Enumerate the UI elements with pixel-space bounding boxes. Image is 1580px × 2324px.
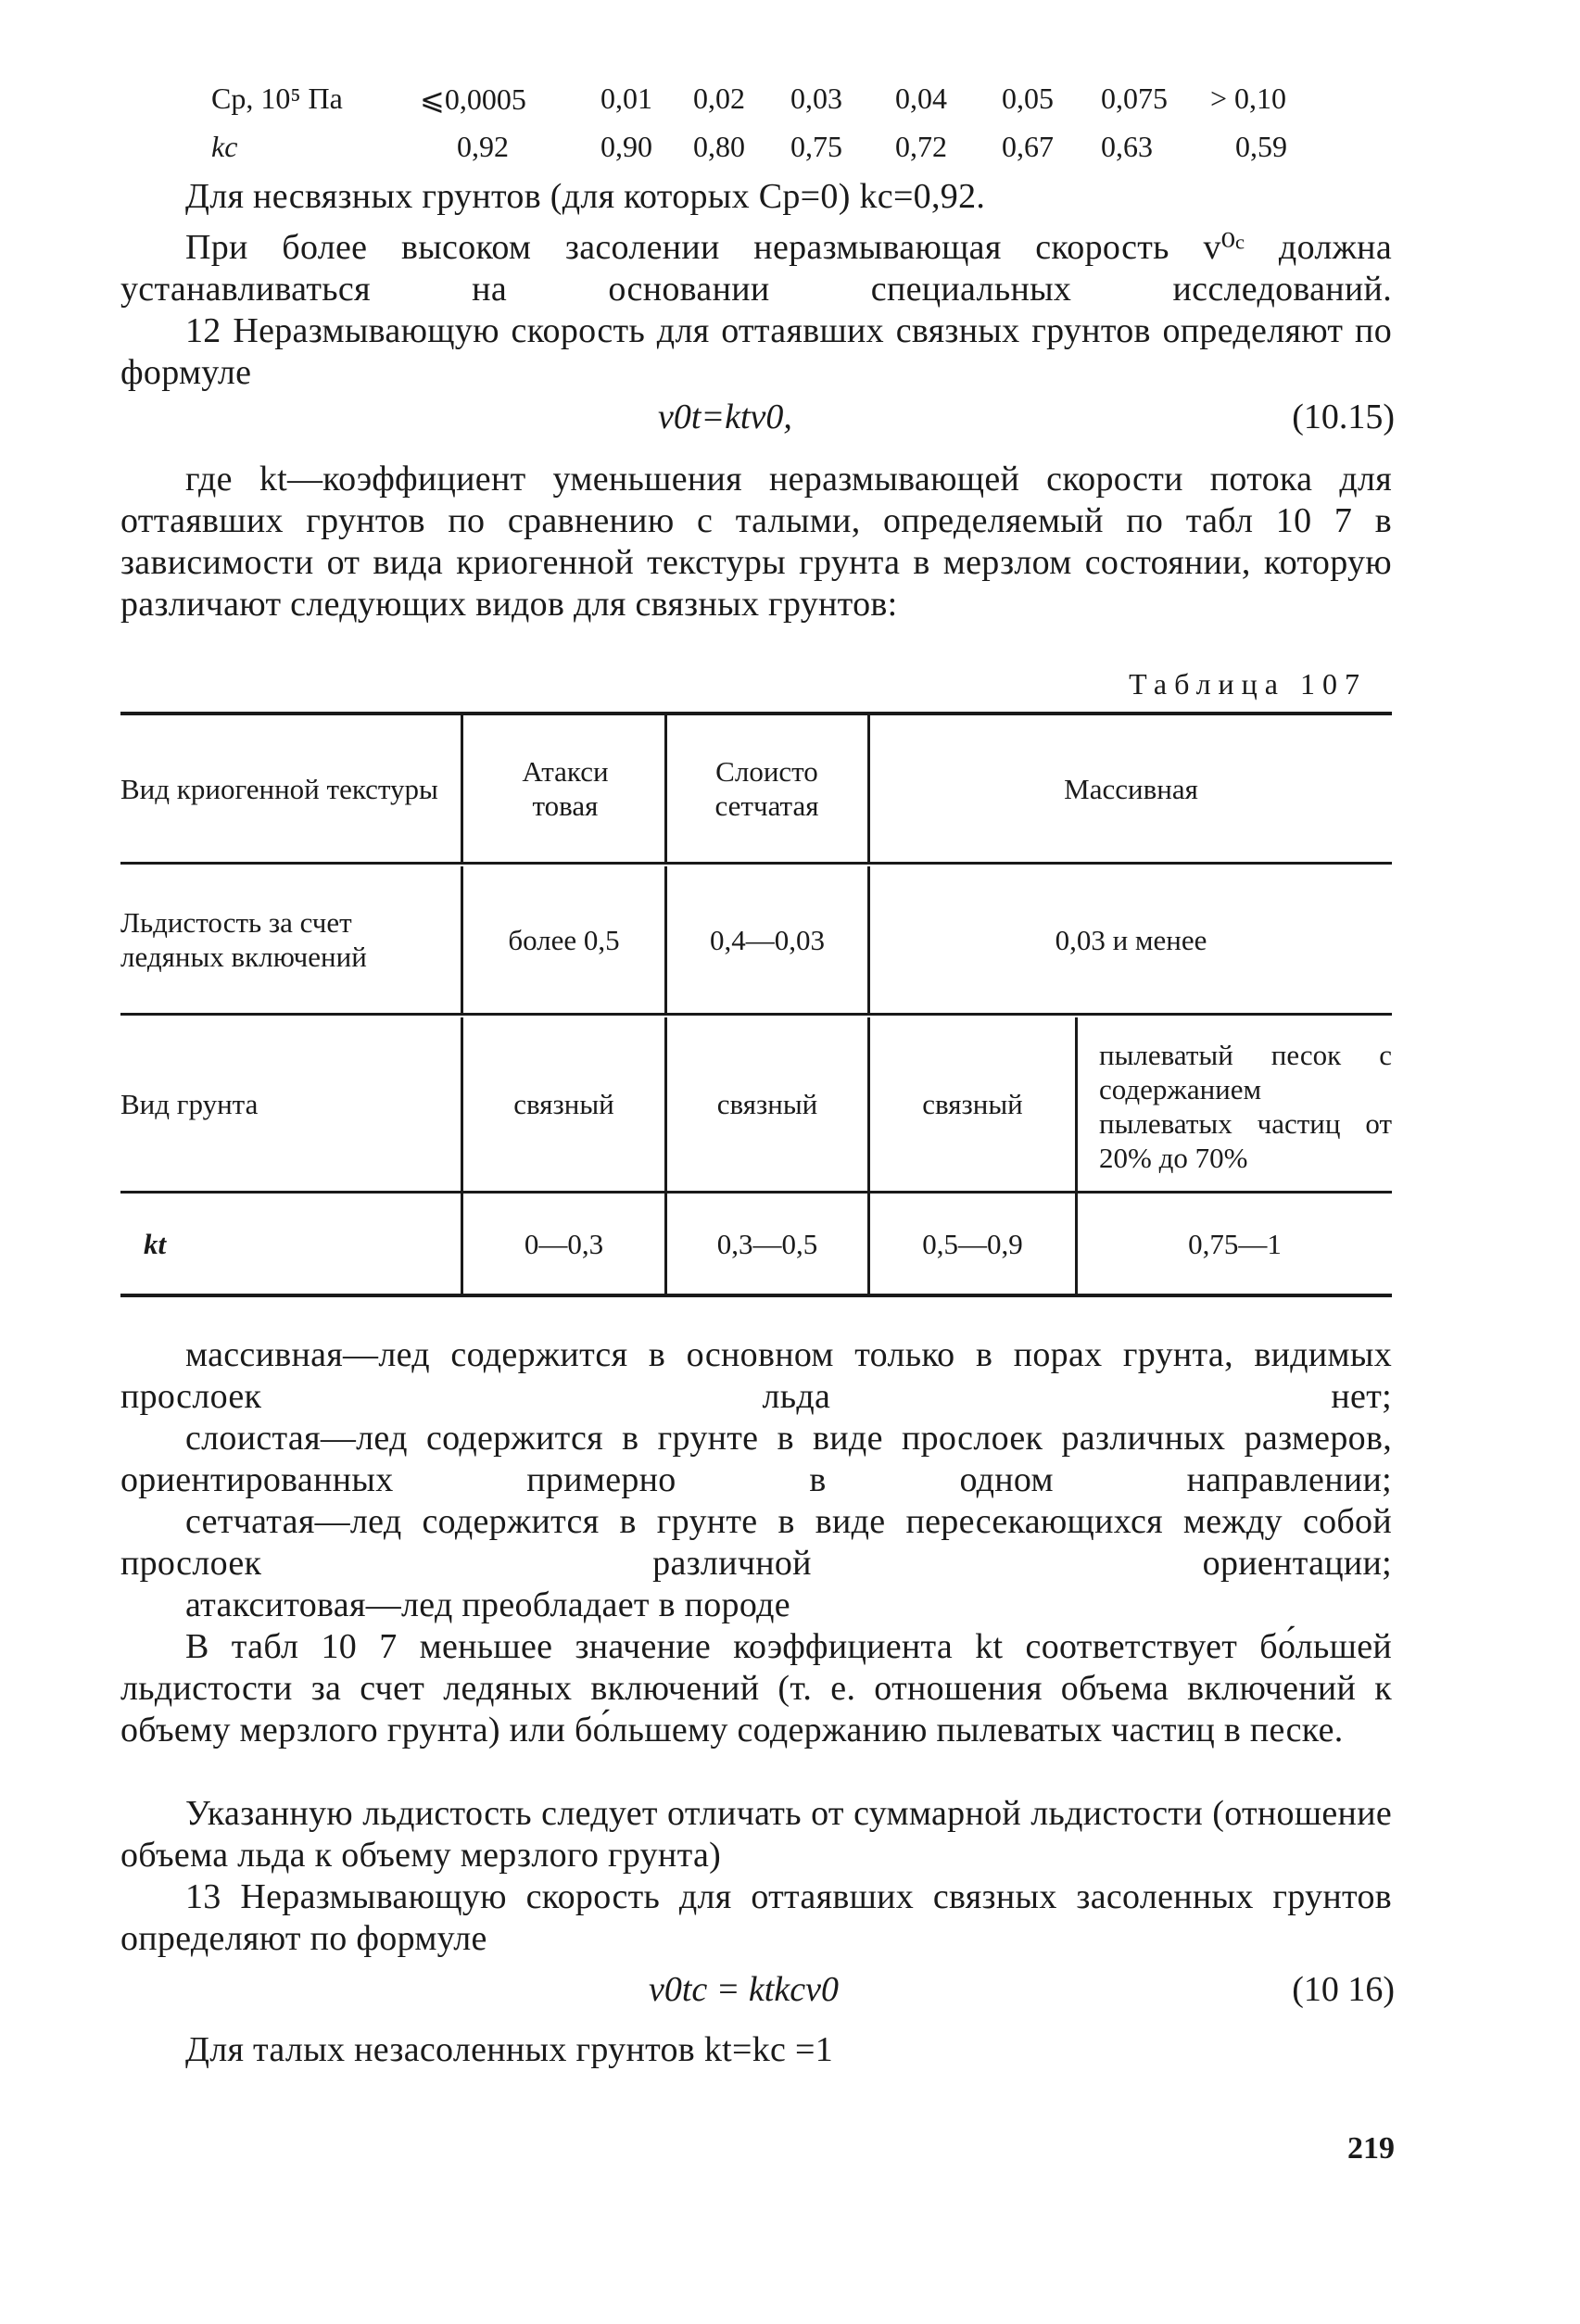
table-cell: связный xyxy=(716,1088,818,1120)
table-vrule xyxy=(664,715,667,862)
cp-value: 0,02 xyxy=(693,82,745,115)
table-vrule xyxy=(461,715,463,862)
page-number: 219 xyxy=(1347,2131,1395,2166)
cp-value: ⩽0,0005 xyxy=(420,82,526,116)
table-cell: 0,5—0,9 xyxy=(922,1227,1023,1260)
table-vrule xyxy=(1075,1017,1078,1191)
paragraph: Указанную льдистость следует отличать от суммарной льдистости (отношение объема льда к объему мерзлого грунта) xyxy=(120,1794,1392,1875)
table-cell-label: Вид грунта xyxy=(120,1088,259,1120)
table-cell: пылеватый песок с содержанием пылеватых частиц от 20% до 70% xyxy=(1099,1039,1392,1174)
equation-number: (10.15) xyxy=(1292,398,1395,436)
table-cell: Массивная xyxy=(1064,772,1198,805)
paragraph: слоистая—лед содержится в грунте в виде прослоек различных размеров, ориентированных примерно в одном направлении; xyxy=(120,1419,1392,1499)
table-cell-label: kt xyxy=(144,1227,167,1260)
cp-value: 0,03 xyxy=(790,82,842,115)
cp-value: 0,05 xyxy=(1002,82,1054,115)
kc-value: 0,63 xyxy=(1101,130,1153,163)
table-cell: 0,4—0,03 xyxy=(710,923,825,956)
table-cell: связный xyxy=(922,1088,1023,1120)
kc-value: 0,80 xyxy=(693,130,745,163)
equation-number: (10 16) xyxy=(1292,1970,1395,2009)
paragraph: где kt—коэффициент уменьшения неразмывающей скорости потока для оттаявших грунтов по сравнению с талыми, определяемый по табл 10 7 в зависимости от вида криогенной текстуры грунта в мерзлом состоянии, которую различают следующих видов для связных грунтов: xyxy=(120,460,1392,624)
table-rule xyxy=(120,1013,1392,1016)
kc-value: 0,75 xyxy=(790,130,842,163)
cp-label: Cр, 10⁵ Па xyxy=(211,82,343,115)
cp-value: 0,04 xyxy=(895,82,947,115)
formula-10-16: v0tc = ktkcv0 xyxy=(649,1970,839,2009)
paragraph: Для несвязных грунтов (для которых Cр=0) kс=0,92. xyxy=(185,177,986,216)
kc-value: 0,59 xyxy=(1235,130,1287,163)
cp-value: > 0,10 xyxy=(1210,82,1287,115)
table-cell: 0,3—0,5 xyxy=(716,1227,818,1260)
kc-value: 0,92 xyxy=(457,130,509,163)
paragraph: атакситовая—лед преобладает в породе xyxy=(185,1585,790,1624)
paragraph: сетчатая—лед содержится в грунте в виде пересекающихся между собой прослоек различной ориентации; xyxy=(120,1502,1392,1583)
table-cell: Атакси товая xyxy=(522,755,609,822)
table-cell-label: Вид криогенной текстуры xyxy=(120,772,438,805)
cp-value: 0,075 xyxy=(1101,82,1168,115)
table-cell: более 0,5 xyxy=(508,923,620,956)
table-cell: связный xyxy=(513,1088,614,1120)
table-cell-label: Льдистость за счет ледяных включений xyxy=(120,906,367,973)
paragraph: массивная—лед содержится в основном только в порах грунта, видимых прослоек льда нет; xyxy=(120,1335,1392,1416)
kc-label: kс xyxy=(211,130,238,163)
table-caption: Таблица 107 xyxy=(1129,667,1367,701)
table-bottom-rule xyxy=(120,1294,1392,1297)
table-rule xyxy=(120,862,1392,865)
formula-10-15: v0t=ktv0, xyxy=(658,398,792,436)
paragraph: 13 Неразмывающую скорость для оттаявших связных засоленных грунтов определяют по формуле xyxy=(120,1877,1392,1958)
kc-value: 0,72 xyxy=(895,130,947,163)
paragraph: В табл 10 7 меньшее значение коэффициента kt соответствует бо́льшей льдистости за счет ледяных включений (т. е. отношения объема включений к объему мерзлого грунта) или бо́льшему содержанию пылеватых частиц в песке. xyxy=(120,1627,1392,1749)
paragraph: При более высоком засолении неразмывающая скорость v⁰ᶜ должна устанавливаться на основании специальных исследований. xyxy=(120,228,1392,309)
paragraph: Для талых незасоленных грунтов kt=kс =1 xyxy=(185,2030,834,2069)
table-cell: 0—0,3 xyxy=(524,1227,604,1260)
cp-value: 0,01 xyxy=(600,82,652,115)
table-cell: Слоисто сетчатая xyxy=(714,755,819,822)
kc-value: 0,90 xyxy=(600,130,652,163)
kc-value: 0,67 xyxy=(1002,130,1054,163)
table-cell: 0,75—1 xyxy=(1188,1227,1282,1260)
table-cell: 0,03 и менее xyxy=(1055,923,1207,956)
paragraph: 12 Неразмывающую скорость для оттаявших связных грунтов определяют по формуле xyxy=(120,311,1392,392)
